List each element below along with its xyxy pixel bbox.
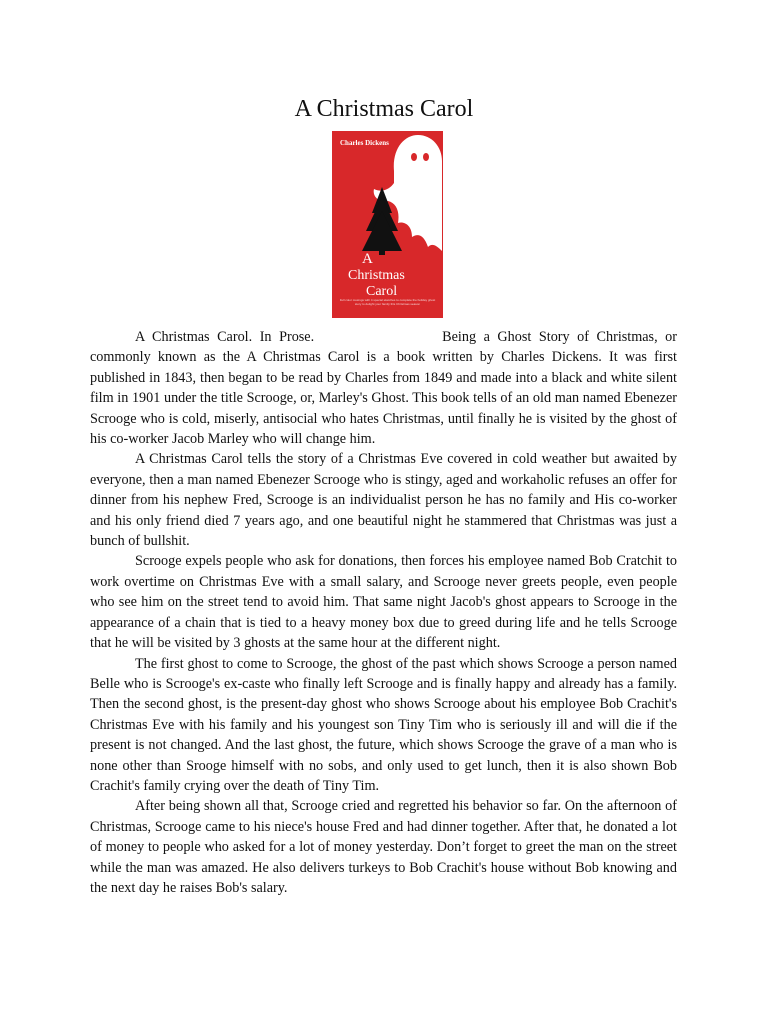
article-body [90,327,677,898]
cover-title-line1: A [362,251,373,267]
paragraph-3: Scrooge expels people who ask for donations, then forces his employee named Bob Cratchit to work overtime on Christmas Eve with a small salary, and Scrooge never greets people, even people who see him on the street tend to avoid him. That same night Jacob's ghost appears to Scrooge in the appearance of a chain that is tied to a heavy money box due to greed during life and he tells Scrooge that he will be visited by 3 ghosts at the same hour at the different night. [90,553,677,652]
paragraph-1-text: or commonly known as the A Christmas Carol is a book written by Charles Dickens. It was first published in 1843, then began to be read by Charles from 1849 and made into a black and white silent film in 1901 under the title Scrooge, or, Marley's Ghost. This book tells of an old man named Ebenezer Scrooge who is cold, miserly, antisocial who hates Christmas, until finally he is visited by the ghost of his co-worker Jacob Marley who will change him. [90,329,677,448]
paragraph-1 [90,327,677,449]
cover-tagline: Full color musings with 4 special sketches to complete the holiday ghost story to delight your family this Christmas season [339,299,436,306]
paragraph-4: The first ghost to come to Scrooge, the ghost of the past which shows Scrooge a person named Belle who is Scrooge's ex-caste who finally left Scrooge and is finally happy and already has a family. Then the second ghost, is the present-day ghost who shows Scrooge about his employee Bob Crachit's Christmas Eve with his family and his youngest son Tiny Tim who is seriously ill and will die if the present is not changed. And the last ghost, the future, which shows Scrooge the grave of a man who is none other than Srooge himself with no sobs, and only used to get lunch, then it is also shown Bob Crachit's family crying over the death of Tiny Tim. [90,655,677,794]
document-title: A Christmas Carol [294,96,474,122]
book-cover-image [332,131,443,318]
paragraph-1-lead-b: Being a Ghost Story of Christmas, [442,329,658,345]
paragraph-5: After being shown all that, Scrooge cried and regretted his behavior so far. On the afternoon of Christmas, Scrooge came to his niece's house Fred and had dinner together. After that, he donated a lot of money to people who asked for a lot of money yesterday. Don’t forget to greet the man on the street while the man was amazed. He also delivers turkeys to Bob Crachit's house without Bob knowing and the next day he raises Bob's salary. [90,798,677,896]
cover-title-line3: Carol [366,284,398,299]
paragraph-1-lead-a: A Christmas Carol. In Prose. [135,329,315,345]
paragraph-2: A Christmas Carol tells the story of a Christmas Eve covered in cold weather but awaited by everyone, then a man named Ebenezer Scrooge who is stingy, aged and workaholic refuses an offer for dinner from his nephew Fred, Scrooge is an individualist person he has no family and His co-worker and his only friend died 7 years ago, and one beautiful night he stammered that Christmas was just a bunch of bullshit. [90,451,677,550]
cover-title-line2: Christmas [348,268,405,283]
cover-author: Charles Dickens [340,139,389,147]
